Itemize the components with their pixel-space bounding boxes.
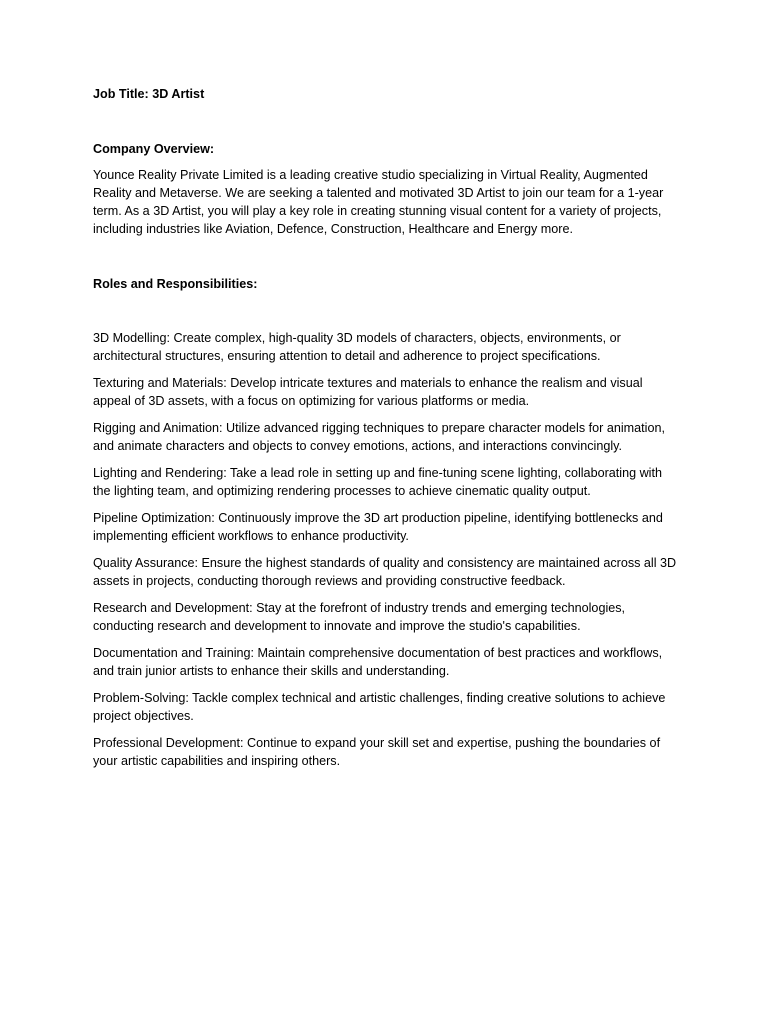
responsibility-item: Rigging and Animation: Utilize advanced rigging techniques to prepare character models for animation, and animate characters and objects to convey emotions, actions, and interactions convincingly. (93, 421, 665, 453)
responsibility-item: 3D Modelling: Create complex, high-quality 3D models of characters, objects, environments, or architectural structures, ensuring attention to detail and adherence to project specifications. (93, 331, 621, 363)
responsibility-item: Quality Assurance: Ensure the highest standards of quality and consistency are maintained across all 3D assets in projects, conducting thorough reviews and providing constructive feedback. (93, 556, 677, 588)
responsibility-item: Research and Development: Stay at the forefront of industry trends and emerging technologies, conducting research and development to innovate and improve the studio's capabilities. (93, 601, 626, 633)
responsibility-item: Lighting and Rendering: Take a lead role in setting up and fine-tuning scene lighting, collaborating with the lighting team, and optimizing rendering processes to achieve cinematic quality output. (93, 466, 662, 498)
responsibility-item: Problem-Solving: Tackle complex technical and artistic challenges, finding creative solutions to achieve project objectives. (93, 691, 666, 723)
responsibilities-list (93, 329, 678, 770)
job-title: Job Title: 3D Artist (93, 87, 205, 101)
document-body (93, 85, 678, 779)
responsibility-item: Pipeline Optimization: Continuously improve the 3D art production pipeline, identifying bottlenecks and implementing efficient workflows to enhance productivity. (93, 511, 663, 543)
company-overview-heading: Company Overview: (93, 142, 215, 156)
responsibility-item: Texturing and Materials: Develop intricate textures and materials to enhance the realism and visual appeal of 3D assets, with a focus on optimizing for various platforms or media. (93, 376, 643, 408)
responsibility-item: Documentation and Training: Maintain comprehensive documentation of best practices and workflows, and train junior artists to enhance their skills and understanding. (93, 646, 663, 678)
roles-heading: Roles and Responsibilities: (93, 277, 258, 291)
company-overview-text: Younce Reality Private Limited is a leading creative studio specializing in Virtual Reality, Augmented Reality and Metaverse. We are seeking a talented and motivated 3D Artist to join our team for a 1-year term. As a 3D Artist, you will play a key role in creating stunning visual content for a variety of projects, including industries like Aviation, Defence, Construction, Healthcare and Energy more. (93, 168, 664, 236)
responsibility-item: Professional Development: Continue to expand your skill set and expertise, pushing the boundaries of your artistic capabilities and inspiring others. (93, 736, 661, 768)
